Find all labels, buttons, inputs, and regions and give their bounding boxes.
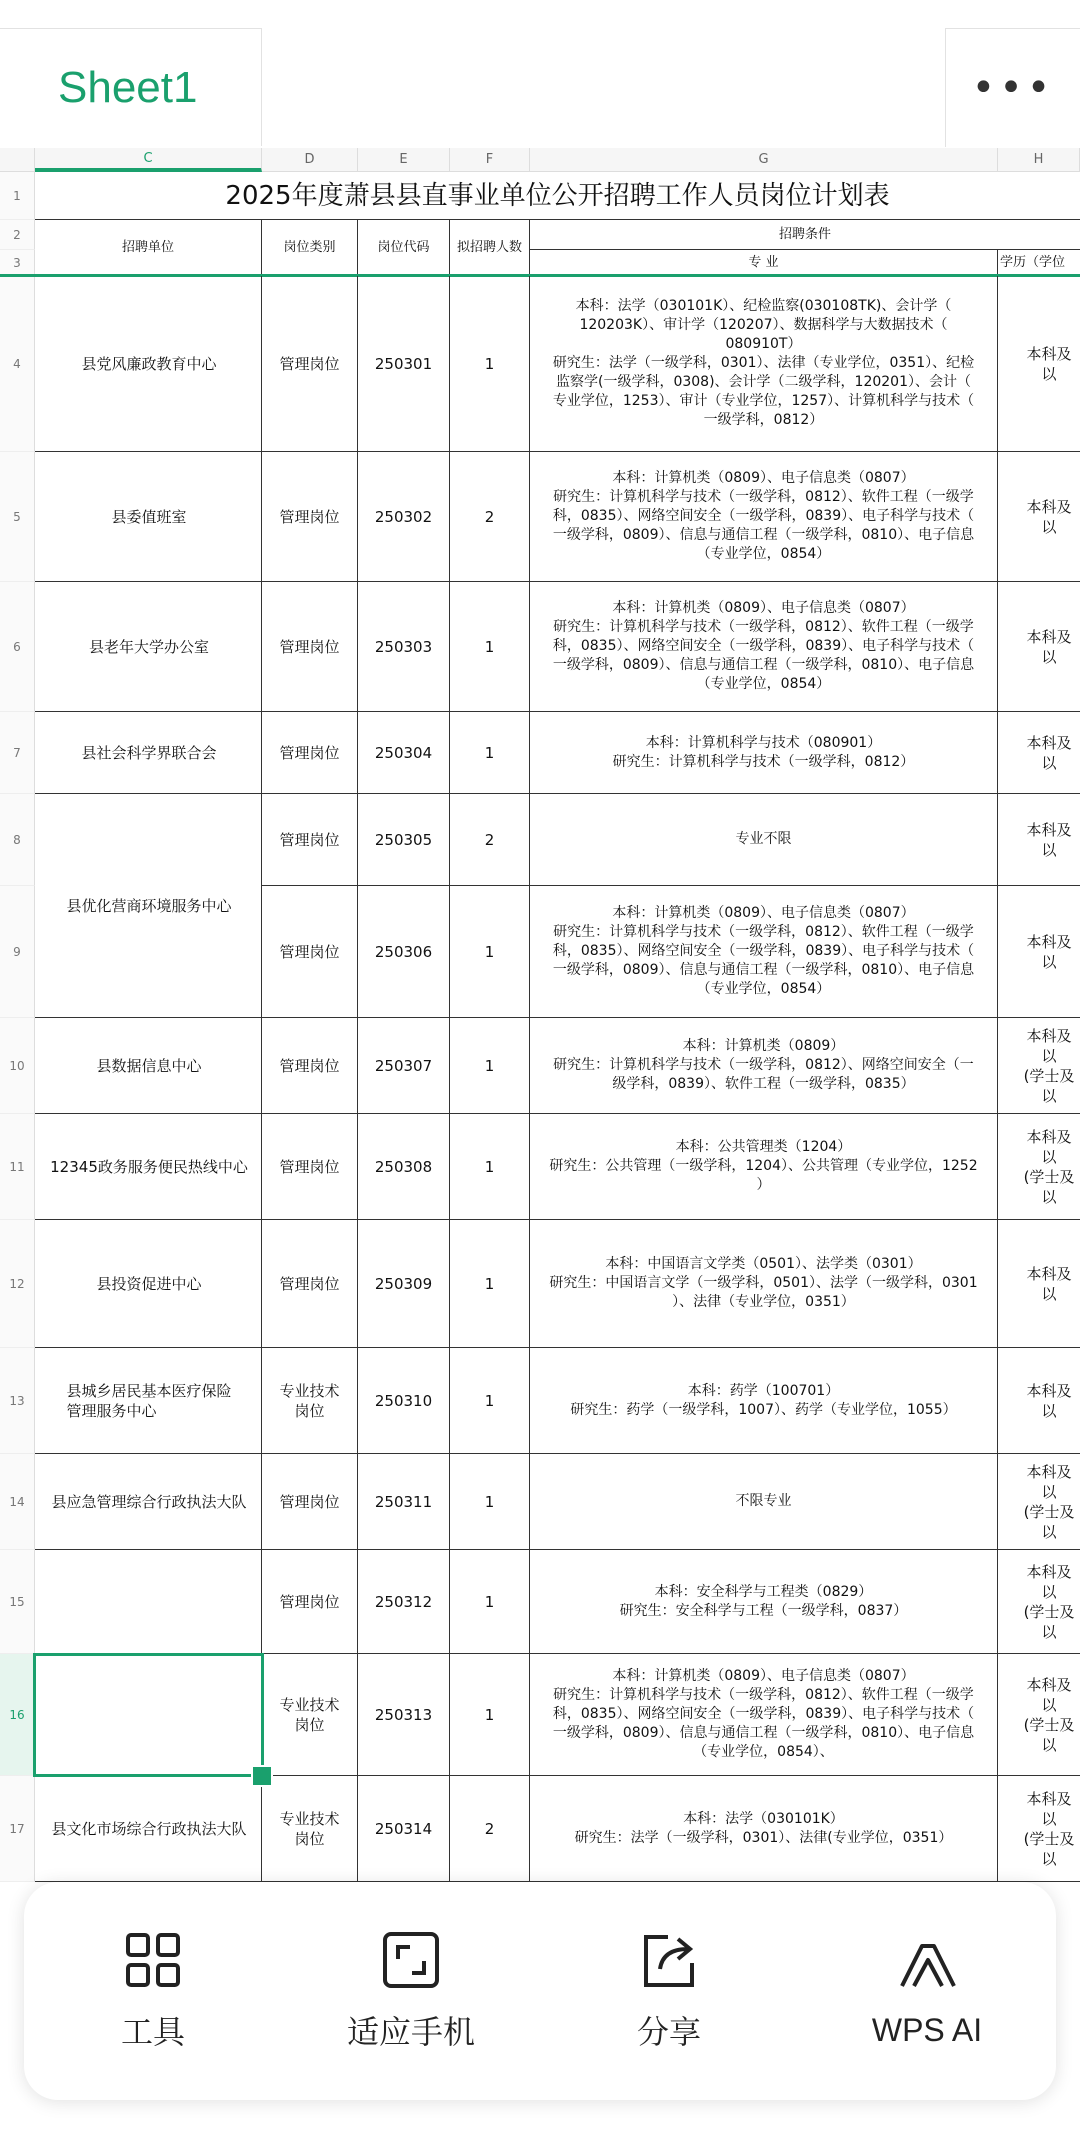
major-cell[interactable]: 本科：计算机类（0809）、电子信息类（0807） 研究生：计算机科学与技术（一级学科，0812）、软件工程（一级学 科，0835）、网络空间安全（一级学科，0839）、电子科学与技术（ 一级学科，0809）、信息与通信工程（一级学科，0810）、电子信息 （专业学位，0854）、 <box>530 1654 998 1776</box>
share-label: 分享 <box>636 2014 701 2050</box>
code-cell[interactable]: 250312 <box>358 1550 450 1654</box>
major-cell[interactable]: 专业不限 <box>530 794 998 886</box>
category-cell[interactable]: 管理岗位 <box>262 582 358 712</box>
unit-cell[interactable]: 县优化营商环境服务中心 <box>35 794 262 1018</box>
column-header-c[interactable]: C <box>35 148 262 172</box>
count-cell[interactable]: 2 <box>450 452 530 582</box>
category-cell[interactable]: 管理岗位 <box>262 1454 358 1550</box>
unit-cell[interactable]: 县投资促进中心 <box>35 1220 262 1348</box>
row-header[interactable]: 16 <box>0 1654 35 1776</box>
column-header-h[interactable]: H <box>998 148 1080 172</box>
major-cell[interactable]: 本科：法学（030101K） 研究生：法学（一级学科，0301）、法律(专业学位，0351） <box>530 1776 998 1882</box>
major-cell[interactable]: 本科：公共管理类（1204） 研究生：公共管理（一级学科，1204）、公共管理（专业学位，1252 ） <box>530 1114 998 1220</box>
education-cell[interactable]: 本科及以 <box>998 276 1080 452</box>
major-cell[interactable]: 不限专业 <box>530 1454 998 1550</box>
fit-phone-label: 适应手机 <box>346 2014 475 2050</box>
code-cell[interactable]: 250311 <box>358 1454 450 1550</box>
sheet-tab[interactable]: Sheet1 <box>0 28 262 146</box>
row-header[interactable]: 4 <box>0 276 35 452</box>
category-cell[interactable]: 专业技术 岗位 <box>262 1776 358 1882</box>
title-bar <box>0 0 1080 149</box>
category-cell[interactable]: 管理岗位 <box>262 1220 358 1348</box>
row-header[interactable]: 11 <box>0 1114 35 1220</box>
bottom-toolbar <box>24 1882 1056 2100</box>
education-cell[interactable]: 本科及以 <box>998 886 1080 1018</box>
code-cell[interactable]: 250304 <box>358 712 450 794</box>
wps-ai-icon <box>896 1934 958 1996</box>
major-cell[interactable]: 本科：计算机科学与技术（080901） 研究生：计算机科学与技术（一级学科，0812） <box>530 712 998 794</box>
unit-cell[interactable]: 县社会科学界联合会 <box>35 712 262 794</box>
code-cell[interactable]: 250307 <box>358 1018 450 1114</box>
row-header[interactable]: 17 <box>0 1776 35 1882</box>
major-cell[interactable]: 本科：安全科学与工程类（0829） 研究生：安全科学与工程（一级学科，0837） <box>530 1550 998 1654</box>
fit-phone-button[interactable] <box>282 1882 540 2100</box>
row-header[interactable]: 13 <box>0 1348 35 1454</box>
header-count[interactable]: 拟招聘人数 <box>450 220 530 276</box>
count-cell[interactable]: 2 <box>450 1776 530 1882</box>
education-cell[interactable]: 本科及以 (学士及以 <box>998 1550 1080 1654</box>
column-header-f[interactable]: F <box>450 148 530 172</box>
unit-cell[interactable] <box>35 1550 262 1776</box>
category-cell[interactable]: 管理岗位 <box>262 452 358 582</box>
code-cell[interactable]: 250313 <box>358 1654 450 1776</box>
row-header[interactable]: 7 <box>0 712 35 794</box>
count-cell[interactable]: 1 <box>450 1018 530 1114</box>
category-cell[interactable]: 管理岗位 <box>262 794 358 886</box>
tools-icon <box>122 1929 184 1991</box>
header-education[interactable]: 学历（学位 <box>998 250 1080 276</box>
code-cell[interactable]: 250310 <box>358 1348 450 1454</box>
category-cell[interactable]: 管理岗位 <box>262 886 358 1018</box>
select-all-corner[interactable] <box>0 148 35 172</box>
major-cell[interactable]: 本科：计算机类（0809）、电子信息类（0807） 研究生：计算机科学与技术（一级学科，0812）、软件工程（一级学 科，0835）、网络空间安全（一级学科，0839）、电子科学与技术（ 一级学科，0809）、信息与通信工程（一级学科，0810）、电子信息 （专业学位，0854） <box>530 452 998 582</box>
education-cell[interactable]: 本科及以 <box>998 582 1080 712</box>
unit-cell[interactable]: 12345政务服务便民热线中心 <box>35 1114 262 1220</box>
code-cell[interactable]: 250308 <box>358 1114 450 1220</box>
code-cell[interactable]: 250314 <box>358 1776 450 1882</box>
education-cell[interactable]: 本科及以 <box>998 712 1080 794</box>
row-header[interactable]: 15 <box>0 1550 35 1654</box>
education-cell[interactable]: 本科及以 (学士及以 <box>998 1114 1080 1220</box>
education-cell[interactable]: 本科及以 (学士及以 <box>998 1776 1080 1882</box>
category-cell[interactable]: 管理岗位 <box>262 1114 358 1220</box>
education-cell[interactable]: 本科及以 <box>998 1348 1080 1454</box>
column-header-g[interactable]: G <box>530 148 998 172</box>
row-header[interactable]: 12 <box>0 1220 35 1348</box>
education-cell[interactable]: 本科及以 (学士及以 <box>998 1018 1080 1114</box>
share-button[interactable] <box>540 1882 798 2100</box>
code-cell[interactable]: 250306 <box>358 886 450 1018</box>
count-cell[interactable]: 1 <box>450 1220 530 1348</box>
code-cell[interactable]: 250301 <box>358 276 450 452</box>
category-cell[interactable]: 管理岗位 <box>262 276 358 452</box>
row-header[interactable]: 3 <box>0 250 35 276</box>
wps-ai-label: WPS AI <box>871 2011 983 2048</box>
unit-cell[interactable]: 县老年大学办公室 <box>35 582 262 712</box>
education-cell[interactable]: 本科及以 <box>998 452 1080 582</box>
more-menu-icon[interactable]: ••• <box>945 28 1080 147</box>
count-cell[interactable]: 1 <box>450 276 530 452</box>
count-cell[interactable]: 1 <box>450 1114 530 1220</box>
category-cell[interactable]: 专业技术 岗位 <box>262 1348 358 1454</box>
row-header[interactable]: 8 <box>0 794 35 886</box>
row-header[interactable]: 6 <box>0 582 35 712</box>
education-cell[interactable]: 本科及以 (学士及以 <box>998 1454 1080 1550</box>
major-cell[interactable]: 本科：计算机类（0809） 研究生：计算机科学与技术（一级学科，0812）、网络空间安全（一 级学科，0839）、软件工程（一级学科，0835） <box>530 1018 998 1114</box>
major-cell[interactable]: 本科：计算机类（0809）、电子信息类（0807） 研究生：计算机科学与技术（一级学科，0812）、软件工程（一级学 科，0835）、网络空间安全（一级学科，0839）、电子科学与技术（ 一级学科，0809）、信息与通信工程（一级学科，0810）、电子信息 （专业学位，0854） <box>530 582 998 712</box>
code-cell[interactable]: 250303 <box>358 582 450 712</box>
category-cell[interactable]: 专业技术 岗位 <box>262 1654 358 1776</box>
wps-ai-button[interactable] <box>798 1882 1056 2100</box>
unit-cell[interactable]: 县应急管理综合行政执法大队 <box>35 1454 262 1550</box>
row-header[interactable]: 5 <box>0 452 35 582</box>
row-header[interactable]: 14 <box>0 1454 35 1550</box>
major-cell[interactable]: 本科：中国语言文学类（0501）、法学类（0301） 研究生：中国语言文学（一级学科，0501）、法学（一级学科，0301 ）、法律（专业学位，0351） <box>530 1220 998 1348</box>
share-icon <box>638 1929 700 1991</box>
fit-screen-icon <box>380 1929 442 1991</box>
unit-cell[interactable]: 县委值班室 <box>35 452 262 582</box>
count-cell[interactable]: 1 <box>450 1654 530 1776</box>
major-cell[interactable]: 本科：计算机类（0809）、电子信息类（0807） 研究生：计算机科学与技术（一级学科，0812）、软件工程（一级学 科，0835）、网络空间安全（一级学科，0839）、电子科学与技术（ 一级学科，0809）、信息与通信工程（一级学科，0810）、电子信息 （专业学位，0854） <box>530 886 998 1018</box>
row-header[interactable]: 2 <box>0 220 35 250</box>
fill-handle[interactable] <box>251 1765 273 1787</box>
header-conditions[interactable]: 招聘条件 <box>530 220 1080 250</box>
header-major[interactable]: 专 业 <box>530 250 998 276</box>
category-cell[interactable]: 管理岗位 <box>262 1550 358 1654</box>
count-cell[interactable]: 2 <box>450 794 530 886</box>
unit-cell[interactable]: 县文化市场综合行政执法大队 <box>35 1776 262 1882</box>
unit-cell[interactable]: 县党风廉政教育中心 <box>35 276 262 452</box>
education-cell[interactable]: 本科及以 <box>998 1220 1080 1348</box>
column-header-e[interactable]: E <box>358 148 450 172</box>
major-cell[interactable]: 本科：药学（100701） 研究生：药学（一级学科，1007）、药学（专业学位，1055） <box>530 1348 998 1454</box>
count-cell[interactable]: 1 <box>450 1348 530 1454</box>
sheet-title[interactable]: 2025年度萧县县直事业单位公开招聘工作人员岗位计划表 <box>35 172 1080 220</box>
education-cell[interactable]: 本科及以 <box>998 794 1080 886</box>
count-cell[interactable]: 1 <box>450 582 530 712</box>
unit-cell[interactable]: 县城乡居民基本医疗保险 管理服务中心 <box>35 1348 262 1454</box>
code-cell[interactable]: 250302 <box>358 452 450 582</box>
row-header[interactable]: 1 <box>0 172 35 220</box>
major-cell[interactable]: 本科：法学（030101K）、纪检监察(030108TK)、会计学（ 120203K）、审计学（120207）、数据科学与大数据技术（ 080910T） 研究生：法学（一级学科，0301）、法律（专业学位，0351）、纪检 监察学(一级学科，0308)、会计学（二级学科，120201）、会计（ 专业学位，1253）、审计（专业学位，1257）、计算机科学与技术（ 一级学科，0812） <box>530 276 998 452</box>
header-unit[interactable]: 招聘单位 <box>35 220 262 276</box>
header-category[interactable]: 岗位类别 <box>262 220 358 276</box>
unit-cell[interactable]: 县数据信息中心 <box>35 1018 262 1114</box>
row-header[interactable]: 9 <box>0 886 35 1018</box>
category-cell[interactable]: 管理岗位 <box>262 1018 358 1114</box>
tools-label: 工具 <box>120 2014 185 2050</box>
category-cell[interactable]: 管理岗位 <box>262 712 358 794</box>
code-cell[interactable]: 250309 <box>358 1220 450 1348</box>
header-code[interactable]: 岗位代码 <box>358 220 450 276</box>
column-header-d[interactable]: D <box>262 148 358 172</box>
count-cell[interactable]: 1 <box>450 1454 530 1550</box>
count-cell[interactable]: 1 <box>450 886 530 1018</box>
count-cell[interactable]: 1 <box>450 712 530 794</box>
count-cell[interactable]: 1 <box>450 1550 530 1654</box>
education-cell[interactable]: 本科及以 (学士及以 <box>998 1654 1080 1776</box>
row-header[interactable]: 10 <box>0 1018 35 1114</box>
code-cell[interactable]: 250305 <box>358 794 450 886</box>
tools-button[interactable] <box>24 1882 282 2100</box>
